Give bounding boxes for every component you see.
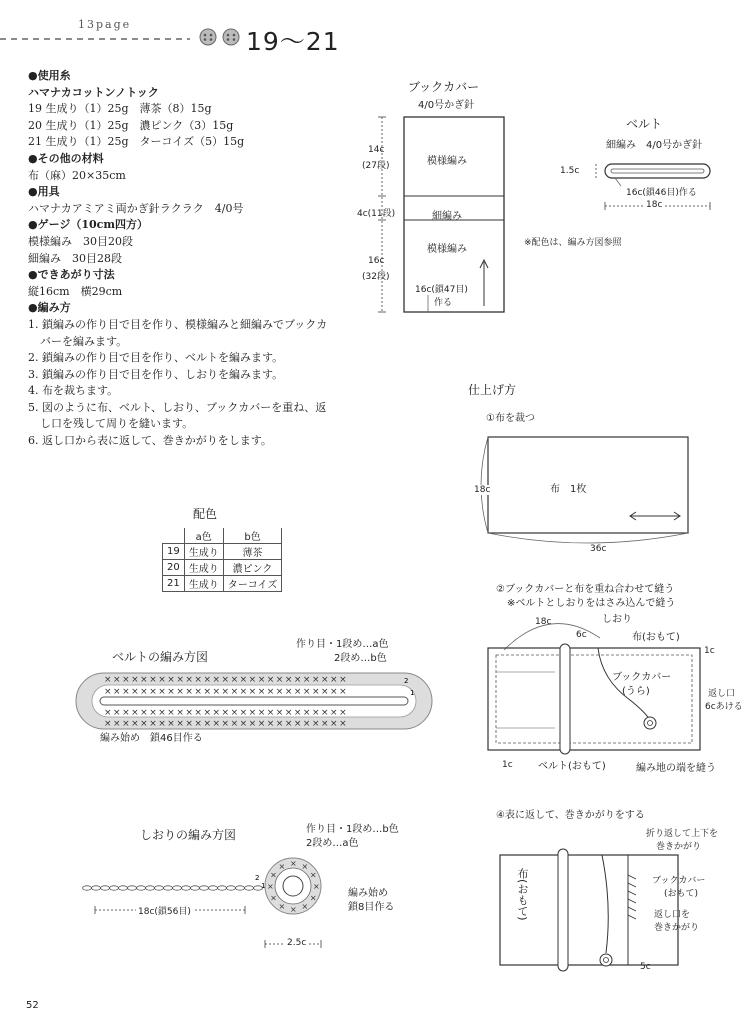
round-mark: 1 — [410, 689, 415, 697]
bottom-height-label: 16c — [368, 256, 385, 266]
size-line: 縦16cm 横29cm — [28, 284, 123, 298]
color-note: ※配色は、編み方図参照 — [524, 238, 622, 248]
svg-text:×××××××××××××××××××××××××××: ××××××××××××××××××××××××××× — [104, 687, 349, 697]
bookmark-chart-legend1: 作り目・1段め…b色 — [306, 824, 399, 835]
svg-text:×: × — [309, 893, 317, 903]
yarn-name: ハマナカコットンノトック — [28, 85, 159, 99]
other-materials-line: 布（麻）20×35cm — [28, 168, 126, 182]
sew-return2: 6cあける — [705, 702, 743, 712]
belt-chart-legend1: 作り目・1段め…a色 — [296, 639, 389, 650]
sew-bookmark: しおり — [602, 614, 632, 625]
sew-cover: ブックカバー — [612, 672, 672, 683]
sew-fabric: 布(おもて) — [632, 632, 680, 643]
belt-chart-legend2: 2段め…b色 — [334, 653, 387, 664]
fabric-diagram — [470, 425, 710, 560]
tools-line: ハマナカアミアミ両かぎ針ラクラク 4/0号 — [28, 201, 244, 215]
finish-fold2: 巻きかがり — [656, 842, 702, 852]
top-rows-label: (27段) — [362, 161, 390, 171]
finishing-step2: ②ブックカバーと布を重ね合わせて縫う — [496, 584, 675, 595]
svg-text:×: × — [309, 870, 317, 880]
svg-text:×: × — [278, 862, 286, 872]
page-number: 52 — [26, 1000, 39, 1011]
sewing-diagram — [480, 610, 720, 770]
method-step: 5. 図のように布、ベルト、しおり、ブックカバーを重ね、返し口を残して周りを縫います。 — [28, 400, 327, 431]
bookmark-chart-legend2: 2段め…a色 — [306, 838, 359, 849]
belt-spec: 細編み 4/0号かぎ針 — [606, 140, 703, 151]
finish-fold: 折り返して上下を — [646, 829, 719, 839]
yarn-line: 19 生成り（1）25g 薄茶（8）15g — [28, 102, 212, 116]
svg-text:×××××××××××××××××××××××××××: ××××××××××××××××××××××××××× — [104, 675, 349, 685]
bookmark-length: 18c(鎖56目) — [136, 904, 193, 917]
sew-1c-left: 1c — [502, 760, 513, 770]
svg-text:×××××××××××××××××××××××××××: ××××××××××××××××××××××××××× — [104, 708, 349, 718]
svg-text:×: × — [301, 901, 309, 911]
belt-chart-start: 編み始め 鎖46目作る — [100, 733, 203, 744]
table-row: 21 生成り ターコイズ — [163, 576, 282, 592]
materials-section — [28, 68, 328, 450]
bookmark-start1: 編み始め — [348, 888, 388, 899]
book-cover-hook: 4/0号かぎ針 — [418, 100, 475, 111]
svg-text:×××××××××××××××××××××××××××: ××××××××××××××××××××××××××× — [104, 719, 349, 729]
belt-chain: 16c(鎖46目)作る — [626, 188, 697, 198]
bookmark-diameter: 2.5c — [287, 938, 307, 948]
color-table-title: 配色 — [193, 507, 218, 521]
method-steps — [28, 317, 328, 450]
belt-height: 1.5c — [560, 166, 580, 176]
gauge-line: 模様編み 30目20段 — [28, 234, 133, 248]
method-step: 6. 返し口から表に返して、巻きかがりをします。 — [28, 434, 272, 448]
bookmark-stitch-chart — [75, 848, 365, 958]
sew-return: 返し口 — [708, 689, 736, 699]
page-reference: 13page — [78, 18, 132, 31]
other-materials-heading: ●その他の材料 — [28, 151, 104, 165]
svg-text:×: × — [290, 905, 297, 914]
finishing-step2-note: ※ベルトとしおりをはさみ込んで縫う — [507, 598, 676, 609]
finish-5c: 5c — [640, 962, 651, 972]
pattern-stitch-label: 模様編み — [427, 244, 467, 255]
finish-return: 返し口を — [654, 910, 691, 920]
fabric-label: 布 1枚 — [550, 484, 587, 495]
tools-heading: ●用具 — [28, 185, 60, 199]
belt-stitch-chart — [70, 665, 440, 737]
method-step: 2. 鎖編みの作り目で目を作り、ベルトを編みます。 — [28, 351, 284, 365]
finish-fabric: 布(おもて) — [516, 868, 529, 921]
method-step: 4. 布を裁ちます。 — [28, 384, 119, 398]
finish-cover: ブックカバー — [652, 876, 706, 886]
sew-6c: 6c — [576, 630, 587, 640]
button-icon — [200, 29, 216, 45]
sew-belt: ベルト(おもて) — [538, 761, 606, 772]
make-label: 作る — [434, 298, 453, 308]
belt-title: ベルト — [626, 117, 663, 131]
color-a-header: a色 — [184, 528, 223, 544]
round-mark: 2 — [255, 874, 260, 882]
yarn-line: 20 生成り（1）25g 濃ピンク（3）15g — [28, 118, 234, 132]
top-height-label: 14c — [368, 145, 385, 155]
round-mark: 2 — [404, 677, 409, 685]
pattern-stitch-label: 模様編み — [427, 156, 467, 167]
method-step: 1. 鎖編みの作り目で目を作り、模様編みと細編みでブックカバーを編みます。 — [28, 317, 328, 348]
pattern-number: 19〜21 — [246, 27, 340, 56]
table-row: 19 生成り 薄茶 — [163, 544, 282, 560]
finish-cover2: (おもて) — [664, 889, 699, 899]
belt-chart-title: ベルトの編み方図 — [112, 650, 209, 664]
belt-width: 18c — [646, 200, 663, 210]
fabric-height: 18c — [474, 485, 491, 495]
finishing-step1: ①布を裁つ — [486, 413, 535, 424]
sew-1c-right: 1c — [704, 646, 715, 656]
sew-cover-side: (うら) — [622, 686, 650, 697]
finishing-step4: ④表に返して、巻きかがりをする — [496, 810, 645, 821]
bookmark-chart-title: しおりの編み方図 — [140, 828, 237, 842]
bookmark-start2: 鎖8目作る — [348, 902, 395, 913]
method-step: 3. 鎖編みの作り目で目を作り、しおりを編みます。 — [28, 367, 284, 381]
sew-edge: 編み地の端を縫う — [636, 763, 716, 774]
sc-stitch-label: 細編み — [432, 211, 462, 222]
chain-label: 16c(鎖47目) — [415, 285, 468, 295]
size-heading: ●できあがり寸法 — [28, 268, 115, 282]
button-icon — [223, 29, 239, 45]
finish-return2: 巻きかがり — [654, 923, 700, 933]
svg-text:×: × — [270, 893, 277, 903]
color-b-header: b色 — [223, 528, 282, 544]
yarn-heading: ●使用糸 — [28, 69, 71, 82]
svg-text:×: × — [301, 862, 309, 872]
svg-text:×: × — [270, 870, 277, 880]
method-heading: ●編み方 — [28, 301, 71, 315]
gauge-line: 細編み 30目28段 — [28, 251, 122, 265]
yarn-line: 21 生成り（1）25g ターコイズ（5）15g — [28, 135, 245, 149]
svg-text:×: × — [267, 882, 274, 891]
round-mark: 1 — [261, 882, 266, 890]
table-row: 20 生成り 濃ピンク — [163, 560, 282, 576]
mid-height-label: 4c(11段) — [357, 209, 396, 219]
svg-text:×: × — [290, 859, 297, 868]
bottom-rows-label: (32段) — [362, 272, 390, 282]
svg-text:×: × — [278, 901, 286, 911]
gauge-heading: ●ゲージ（10cm四方） — [28, 218, 149, 232]
fabric-width: 36c — [590, 544, 607, 554]
color-table — [162, 528, 282, 592]
book-cover-title: ブックカバー — [408, 80, 480, 94]
finishing-title: 仕上げ方 — [468, 383, 517, 397]
sew-width: 18c — [535, 617, 552, 627]
svg-text:×: × — [313, 882, 320, 891]
